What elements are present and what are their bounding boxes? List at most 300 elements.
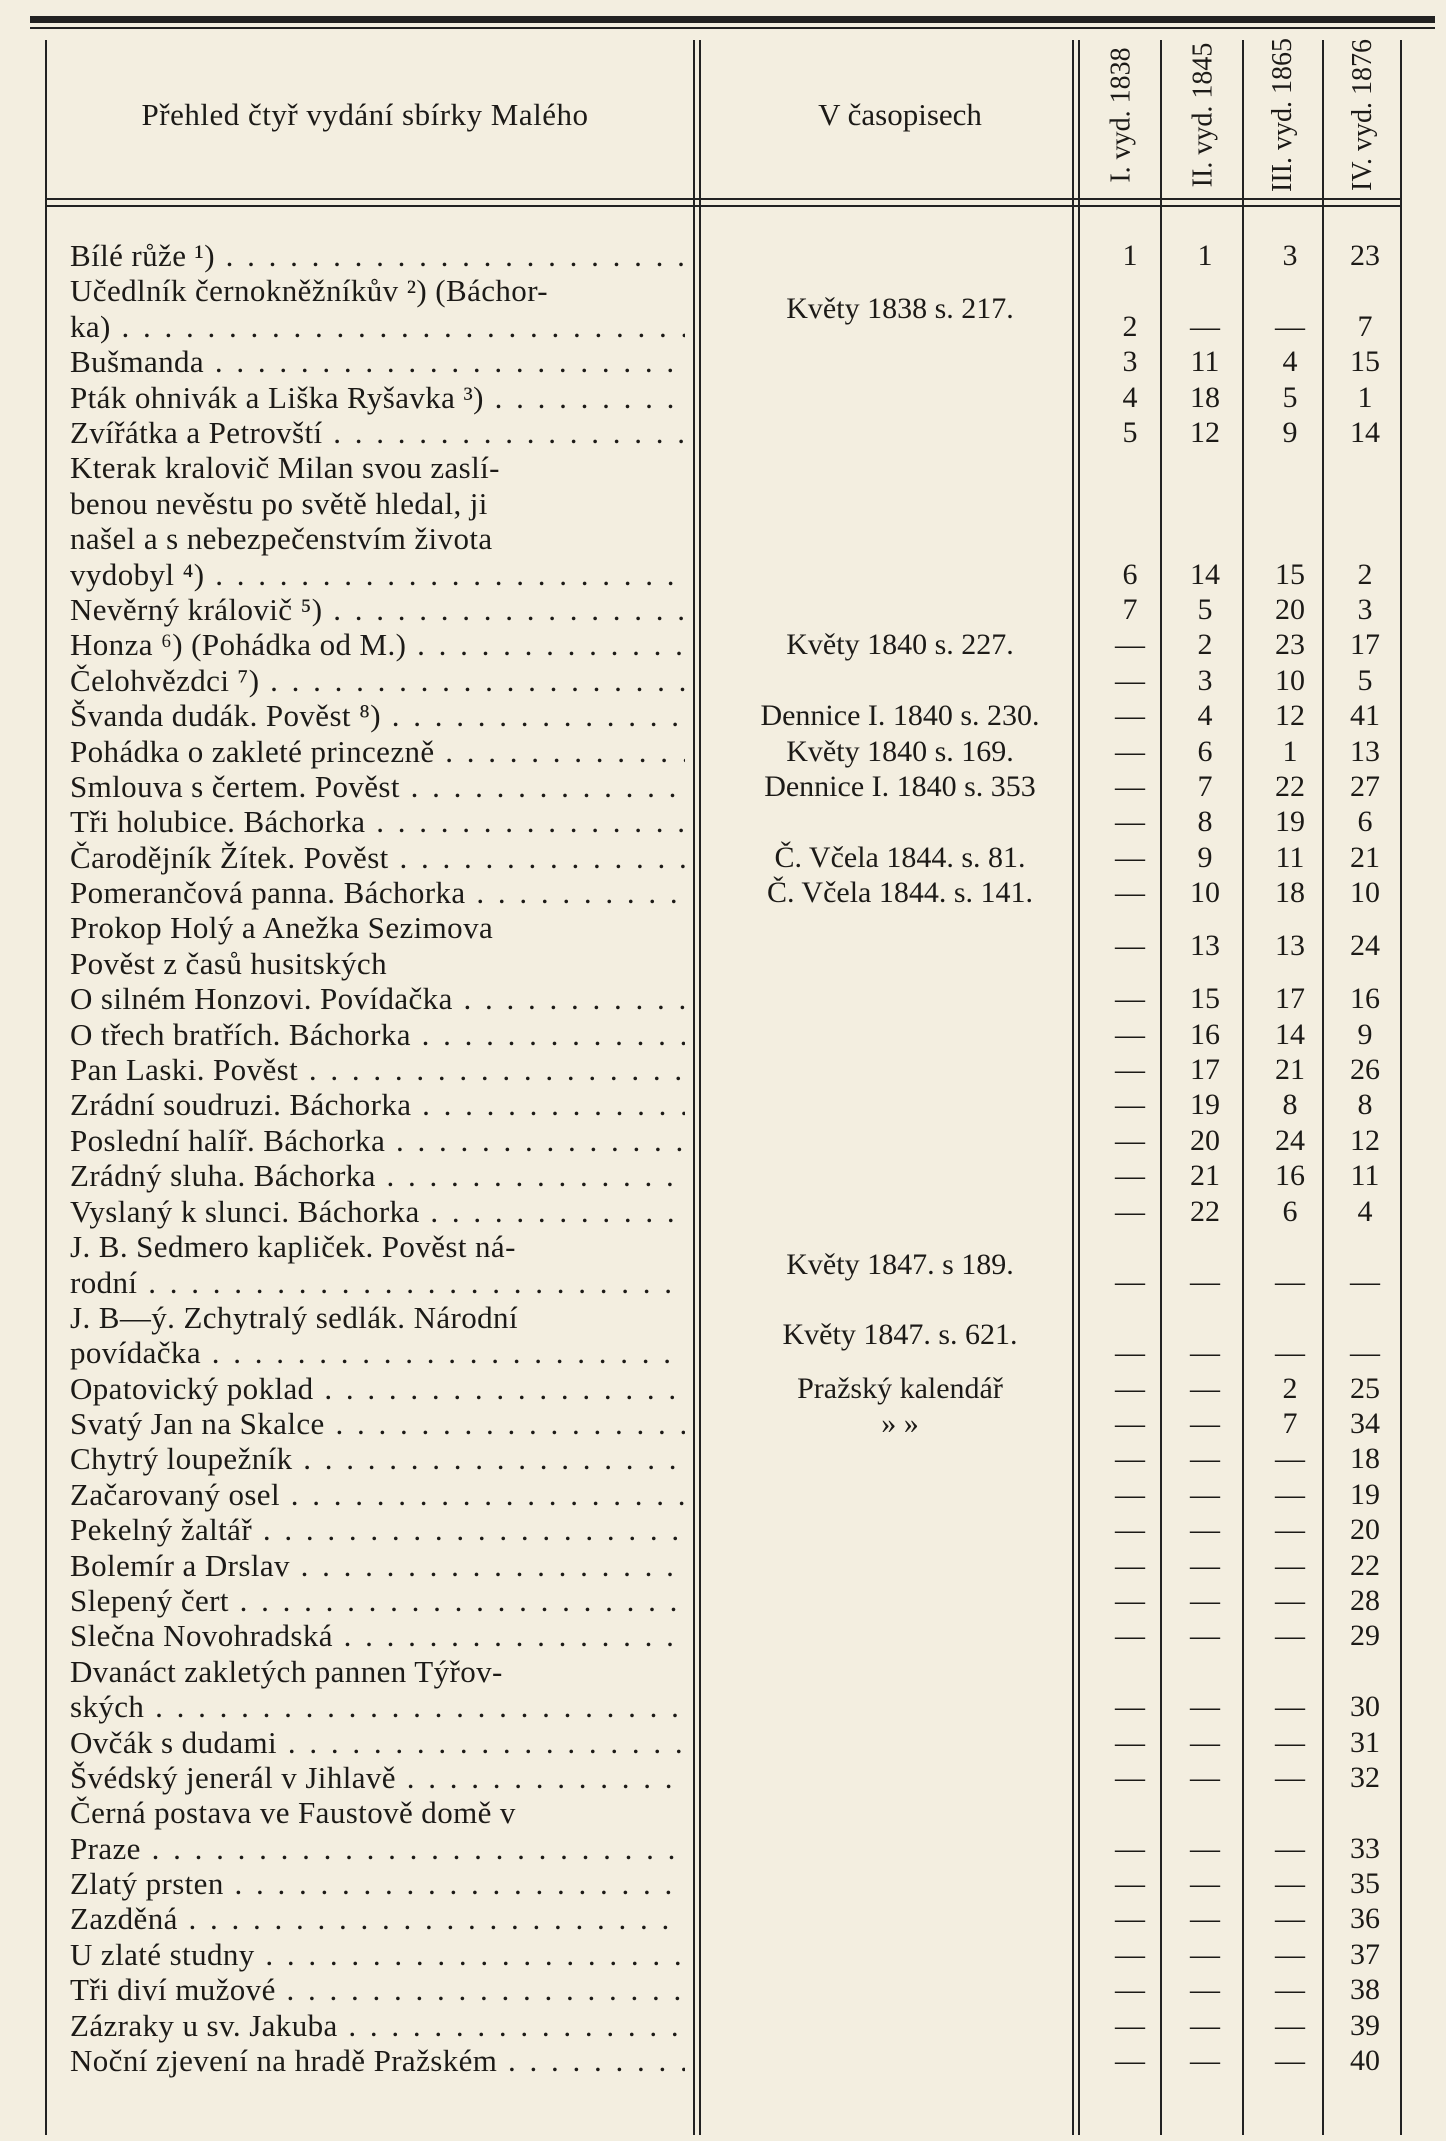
edition-1-value: — — [1115, 1053, 1145, 1087]
row-title-line: Prokop Holý a Anežka Sezimova — [70, 910, 494, 946]
row-title — [70, 663, 685, 699]
edition-1-value: 1 — [1122, 239, 1138, 272]
row-casopis: Květy 1840 s. 227. — [786, 628, 1014, 662]
row-title-line: Učedlník černokněžníkův ²) (Báchor- — [70, 273, 549, 309]
edition-3-value: — — [1275, 1336, 1305, 1370]
row-title — [70, 592, 685, 628]
edition-1-value: — — [1115, 1831, 1145, 1865]
edition-4-value: 26 — [1350, 1053, 1380, 1087]
header-edition-3: III. vyd. 1865 — [1267, 38, 1299, 192]
row-title-line: Svatý Jan na Skalce . . . — [70, 1406, 685, 1442]
row-title-line: Čarodějník Žítek. Pověst . . . — [70, 840, 685, 876]
row-title-line: O silném Honzovi. Povídačka . . . — [70, 981, 685, 1017]
top-rule-thin — [30, 27, 1435, 29]
edition-3-value: — — [1275, 1902, 1305, 1936]
table-row — [0, 1406, 1446, 1441]
row-title-line: Tři holubice. Báchorka . . . — [70, 804, 685, 840]
edition-3-value: — — [1275, 309, 1305, 343]
row-title-line: Opatovický poklad . . . — [70, 1371, 685, 1407]
edition-2-value: — — [1190, 1937, 1220, 1971]
row-casopis: Dennice I. 1840 s. 230. — [760, 699, 1040, 733]
row-title — [70, 1158, 685, 1194]
row-title — [70, 1548, 685, 1584]
edition-2-value: — — [1190, 1336, 1220, 1370]
edition-2-value: — — [1190, 1902, 1220, 1936]
row-title — [70, 1123, 685, 1159]
header-rule-1 — [45, 198, 1400, 200]
edition-1-value: — — [1115, 1159, 1145, 1193]
table-row — [0, 1087, 1446, 1122]
edition-3-value: 14 — [1275, 1017, 1305, 1051]
row-title-line: Pohádka o zakleté princezně . . . — [70, 734, 685, 770]
edition-3-value: — — [1275, 1548, 1305, 1582]
edition-4-value: 35 — [1350, 1867, 1380, 1901]
row-title-line: Zlatý prsten . . . — [70, 1866, 685, 1902]
edition-3-value: — — [1275, 1760, 1305, 1794]
edition-4-value: 28 — [1350, 1583, 1380, 1617]
edition-2-value: — — [1190, 1867, 1220, 1901]
row-title — [70, 698, 685, 734]
edition-2-value: — — [1190, 1477, 1220, 1511]
row-title-line: Černá postava ve Faustově domě v — [70, 1795, 516, 1831]
edition-1-value: — — [1115, 1548, 1145, 1582]
row-title-line: Slečna Novohradská . . . — [70, 1618, 685, 1654]
edition-4-value: 16 — [1350, 982, 1380, 1016]
row-title — [70, 804, 685, 840]
row-title — [70, 1618, 685, 1654]
edition-3-value: 2 — [1282, 1371, 1298, 1405]
table-row — [0, 1194, 1446, 1229]
table-row — [0, 875, 1446, 910]
row-title — [70, 1194, 685, 1230]
edition-3-value: 17 — [1275, 982, 1305, 1016]
edition-3-value: 5 — [1282, 380, 1298, 414]
edition-2-value: — — [1190, 1513, 1220, 1547]
edition-1-value: — — [1115, 699, 1145, 733]
edition-4-value: 24 — [1350, 929, 1380, 963]
row-title — [70, 1972, 685, 2008]
table-row — [0, 1972, 1446, 2007]
edition-4-value: 29 — [1350, 1619, 1380, 1653]
table-row — [0, 450, 1446, 592]
edition-1-value: 5 — [1122, 415, 1138, 449]
edition-3-value: — — [1275, 1583, 1305, 1617]
edition-1-value: 2 — [1122, 309, 1138, 343]
row-title — [70, 2008, 685, 2044]
edition-3-value: — — [1275, 1477, 1305, 1511]
edition-1-value: — — [1115, 663, 1145, 697]
table-row — [0, 734, 1446, 769]
edition-3-value: 21 — [1275, 1053, 1305, 1087]
header-title: Přehled čtyř vydání sbírky Malého — [141, 97, 589, 132]
table-row — [0, 1229, 1446, 1300]
edition-3-value: — — [1275, 1619, 1305, 1653]
row-title-line: Chytrý loupežník . . . — [70, 1441, 685, 1477]
edition-3-value: — — [1275, 1442, 1305, 1476]
table-row — [0, 1901, 1446, 1936]
table-row — [0, 1725, 1446, 1760]
row-title-line: Čelohvězdci ⁷) . . . — [70, 663, 685, 699]
table-row — [0, 1618, 1446, 1653]
row-title-line: Tři diví mužové . . . — [70, 1972, 685, 2008]
edition-2-value: — — [1190, 1548, 1220, 1582]
edition-1-value: — — [1115, 1937, 1145, 1971]
row-title-line: Zazděná . . . — [70, 1901, 685, 1937]
row-title — [70, 238, 685, 274]
edition-1-value: — — [1115, 1513, 1145, 1547]
row-title-line: Bílé růže ¹) . . . — [70, 238, 685, 274]
edition-3-value: — — [1275, 1725, 1305, 1759]
edition-1-value: — — [1115, 1583, 1145, 1617]
edition-4-value: 3 — [1357, 592, 1373, 626]
edition-4-value: — — [1350, 1336, 1380, 1370]
edition-4-value: 30 — [1350, 1690, 1380, 1724]
table-row — [0, 1158, 1446, 1193]
top-rule-thick — [30, 16, 1435, 23]
edition-1-value: — — [1115, 982, 1145, 1016]
edition-1-value: — — [1115, 1088, 1145, 1122]
edition-1-value: — — [1115, 1619, 1145, 1653]
row-title — [70, 875, 685, 911]
row-title — [70, 1725, 685, 1761]
row-title-line: O třech bratřích. Báchorka . . . — [70, 1017, 685, 1053]
edition-2-value: 9 — [1197, 840, 1213, 874]
edition-4-value: 8 — [1357, 1088, 1373, 1122]
row-title-line: vydobyl ⁴) . . . — [70, 557, 685, 593]
edition-3-value: 15 — [1275, 557, 1305, 591]
row-title — [70, 1300, 685, 1371]
row-title-line: J. B. Sedmero kapliček. Pověst ná- — [70, 1229, 516, 1264]
table-row — [0, 1477, 1446, 1512]
row-title — [70, 1229, 685, 1300]
edition-1-value: 4 — [1122, 380, 1138, 414]
edition-2-value: 11 — [1190, 345, 1220, 379]
row-title-line: Zrádní soudruzi. Báchorka . . . — [70, 1087, 685, 1123]
table-row — [0, 804, 1446, 839]
table-row — [0, 1760, 1446, 1795]
edition-1-value: — — [1115, 1265, 1145, 1299]
edition-1-value: — — [1115, 1725, 1145, 1759]
edition-1-value: — — [1115, 1690, 1145, 1724]
table-row — [0, 1123, 1446, 1158]
table-row — [0, 1937, 1446, 1972]
edition-2-value: — — [1190, 1760, 1220, 1794]
edition-4-value: 14 — [1350, 415, 1380, 449]
edition-4-value: 4 — [1357, 1194, 1373, 1228]
row-title — [70, 450, 685, 592]
table-row — [0, 344, 1446, 379]
row-casopis: Květy 1847. s 189. — [786, 1247, 1014, 1281]
row-casopis: Dennice I. 1840 s. 353 — [764, 769, 1036, 803]
row-title-line: Zázraky u sv. Jakuba . . . — [70, 2008, 685, 2044]
edition-2-value: 5 — [1197, 592, 1213, 626]
edition-4-value: 17 — [1350, 628, 1380, 662]
edition-2-value: 13 — [1190, 929, 1220, 963]
edition-2-value: 17 — [1190, 1053, 1220, 1087]
edition-4-value: 11 — [1350, 1159, 1380, 1193]
row-title-line: Švédský jenerál v Jihlavě . . . — [70, 1760, 685, 1796]
edition-1-value: — — [1115, 769, 1145, 803]
edition-2-value: — — [1190, 2044, 1220, 2078]
row-title-line: Švanda dudák. Pověst ⁸) . . . — [70, 698, 685, 734]
row-title — [70, 1406, 685, 1442]
edition-2-value: 1 — [1197, 239, 1213, 272]
edition-1-value: — — [1115, 929, 1145, 963]
edition-1-value: — — [1115, 1973, 1145, 2007]
table-row — [0, 1583, 1446, 1618]
row-title-line: Noční zjevení na hradě Pražském . . . — [70, 2043, 685, 2079]
row-title-line: Zvířátka a Petrovští . . . — [70, 415, 685, 451]
edition-2-value: — — [1190, 1265, 1220, 1299]
row-casopis: Pražský kalendář — [797, 1371, 1003, 1405]
row-title-line: Praze . . . — [70, 1831, 685, 1867]
edition-4-value: — — [1350, 1265, 1380, 1299]
edition-4-value: 7 — [1357, 309, 1373, 343]
table-row — [0, 273, 1446, 344]
row-title — [70, 1371, 685, 1407]
row-title — [70, 1087, 685, 1123]
edition-2-value: — — [1190, 1725, 1220, 1759]
table-row — [0, 1866, 1446, 1901]
row-title-line: rodní . . . — [70, 1265, 685, 1301]
row-title — [70, 1866, 685, 1902]
row-title-line: Kterak kralovič Milan svou zaslí- — [70, 450, 500, 486]
edition-2-value: 14 — [1190, 557, 1220, 591]
edition-3-value: 24 — [1275, 1123, 1305, 1157]
table-row — [0, 238, 1446, 273]
table-row — [0, 769, 1446, 804]
edition-2-value: 6 — [1197, 734, 1213, 768]
edition-1-value: 7 — [1122, 592, 1138, 626]
row-title — [70, 1441, 685, 1477]
row-title — [70, 769, 685, 805]
edition-2-value: 8 — [1197, 805, 1213, 839]
edition-1-value: — — [1115, 1477, 1145, 1511]
edition-3-value: 1 — [1282, 734, 1298, 768]
edition-4-value: 21 — [1350, 840, 1380, 874]
row-title — [70, 1760, 685, 1796]
edition-4-value: 41 — [1350, 699, 1380, 733]
row-title-line: Dvanáct zakletých pannen Týřov- — [70, 1653, 503, 1689]
edition-2-value: 2 — [1197, 628, 1213, 662]
edition-4-value: 25 — [1350, 1371, 1380, 1405]
edition-2-value: 10 — [1190, 876, 1220, 910]
table-row — [0, 415, 1446, 450]
row-title — [70, 1017, 685, 1053]
row-title — [70, 1052, 685, 1088]
table-row — [0, 1371, 1446, 1406]
row-title — [70, 1901, 685, 1937]
row-title-line: Pověst z časů husitských — [70, 945, 387, 981]
edition-4-value: 23 — [1350, 239, 1380, 272]
edition-1-value: — — [1115, 1902, 1145, 1936]
row-casopis: » » — [881, 1406, 919, 1440]
edition-1-value: — — [1115, 1406, 1145, 1440]
edition-4-value: 6 — [1357, 805, 1373, 839]
row-title — [70, 344, 685, 380]
edition-2-value: — — [1190, 1690, 1220, 1724]
edition-3-value: 6 — [1282, 1194, 1298, 1228]
edition-4-value: 39 — [1350, 2008, 1380, 2042]
header-rule-2 — [45, 205, 1400, 207]
edition-3-value: — — [1275, 2044, 1305, 2078]
edition-4-value: 9 — [1357, 1017, 1373, 1051]
row-title-line: Bolemír a Drslav . . . — [70, 1548, 685, 1584]
table-row — [0, 1512, 1446, 1547]
edition-1-value: — — [1115, 734, 1145, 768]
table-row — [0, 1548, 1446, 1583]
row-title — [70, 1654, 685, 1725]
edition-4-value: 27 — [1350, 769, 1380, 803]
header-casopisy: V časopisech — [818, 97, 982, 132]
edition-1-value: — — [1115, 1336, 1145, 1370]
edition-3-value: — — [1275, 1937, 1305, 1971]
edition-3-value: 4 — [1282, 345, 1298, 379]
edition-4-value: 20 — [1350, 1513, 1380, 1547]
table-row — [0, 1300, 1446, 1371]
row-title — [70, 840, 685, 876]
edition-1-value: — — [1115, 1371, 1145, 1405]
edition-1-value: — — [1115, 1867, 1145, 1901]
edition-1-value: 3 — [1122, 345, 1138, 379]
row-title-line: Začarovaný osel . . . — [70, 1477, 685, 1513]
table-row — [0, 627, 1446, 662]
row-title-line: Nevěrný královič ⁵) . . . — [70, 592, 685, 628]
edition-3-value: — — [1275, 1973, 1305, 2007]
edition-1-value: — — [1115, 1194, 1145, 1228]
table-row — [0, 1795, 1446, 1866]
row-title — [70, 981, 685, 1017]
row-title-line: Pekelný žaltář . . . — [70, 1512, 685, 1548]
row-title-line: našel a s nebezpečenstvím života — [70, 521, 493, 557]
edition-1-value: — — [1115, 1442, 1145, 1476]
edition-3-value: 18 — [1275, 876, 1305, 910]
row-title-line: Poslední halíř. Báchorka . . . — [70, 1123, 685, 1159]
edition-4-value: 1 — [1357, 380, 1373, 414]
edition-4-value: 2 — [1357, 557, 1373, 591]
row-title — [70, 627, 685, 663]
edition-2-value: — — [1190, 309, 1220, 343]
edition-1-value: — — [1115, 805, 1145, 839]
row-title — [70, 380, 685, 416]
edition-4-value: 34 — [1350, 1406, 1380, 1440]
row-title — [70, 910, 685, 981]
edition-3-value: 3 — [1282, 239, 1298, 272]
edition-2-value: 16 — [1190, 1017, 1220, 1051]
edition-3-value: — — [1275, 1690, 1305, 1724]
edition-2-value: — — [1190, 1831, 1220, 1865]
edition-4-value: 18 — [1350, 1442, 1380, 1476]
edition-4-value: 10 — [1350, 876, 1380, 910]
edition-4-value: 5 — [1357, 663, 1373, 697]
edition-2-value: 22 — [1190, 1194, 1220, 1228]
edition-3-value: 8 — [1282, 1088, 1298, 1122]
edition-2-value: — — [1190, 1371, 1220, 1405]
edition-4-value: 31 — [1350, 1725, 1380, 1759]
row-title — [70, 1583, 685, 1619]
edition-3-value: — — [1275, 1831, 1305, 1865]
row-title-line: ských . . . — [70, 1689, 685, 1725]
row-title-line: Pomerančová panna. Báchorka . . . — [70, 875, 685, 911]
row-title — [70, 273, 685, 344]
edition-4-value: 32 — [1350, 1760, 1380, 1794]
edition-1-value: — — [1115, 1760, 1145, 1794]
edition-4-value: 19 — [1350, 1477, 1380, 1511]
row-title-line: povídačka . . . — [70, 1335, 685, 1371]
edition-2-value: 3 — [1197, 663, 1213, 697]
edition-2-value: 20 — [1190, 1123, 1220, 1157]
edition-2-value: — — [1190, 2008, 1220, 2042]
edition-2-value: 21 — [1190, 1159, 1220, 1193]
row-title — [70, 1512, 685, 1548]
edition-3-value: 12 — [1275, 699, 1305, 733]
edition-3-value: 7 — [1282, 1406, 1298, 1440]
row-title — [70, 1795, 685, 1866]
table-row — [0, 592, 1446, 627]
edition-1-value: — — [1115, 628, 1145, 662]
edition-2-value: — — [1190, 1583, 1220, 1617]
edition-2-value: 15 — [1190, 982, 1220, 1016]
table-row — [0, 2043, 1446, 2078]
edition-1-value: — — [1115, 1017, 1145, 1051]
table-row — [0, 2008, 1446, 2043]
edition-2-value: 19 — [1190, 1088, 1220, 1122]
edition-4-value: 40 — [1350, 2044, 1380, 2078]
edition-4-value: 37 — [1350, 1937, 1380, 1971]
table-row — [0, 698, 1446, 733]
row-title-line: J. B—ý. Zchytralý sedlák. Národní — [70, 1299, 518, 1335]
row-title-line: U zlaté studny . . . — [70, 1937, 685, 1973]
edition-4-value: 13 — [1350, 734, 1380, 768]
row-title — [70, 415, 685, 451]
table-row — [0, 1441, 1446, 1476]
edition-2-value: 18 — [1190, 380, 1220, 414]
edition-1-value: 6 — [1122, 557, 1138, 591]
edition-3-value: — — [1275, 1513, 1305, 1547]
row-title-line: Ovčák s dudami . . . — [70, 1725, 685, 1761]
edition-2-value: — — [1190, 1406, 1220, 1440]
row-title-line: Bušmanda . . . — [70, 344, 685, 380]
table-row — [0, 981, 1446, 1016]
table-row — [0, 380, 1446, 415]
table-row — [0, 1017, 1446, 1052]
edition-4-value: 36 — [1350, 1902, 1380, 1936]
row-casopis: Květy 1847. s. 621. — [782, 1318, 1018, 1352]
edition-2-value: — — [1190, 1973, 1220, 2007]
header-edition-4: IV. vyd. 1876 — [1347, 39, 1378, 191]
header-edition-1: I. vyd. 1838 — [1106, 47, 1138, 183]
table-row — [0, 910, 1446, 981]
edition-3-value: 20 — [1275, 592, 1305, 626]
edition-3-value: 22 — [1275, 769, 1305, 803]
row-title-line: Pták ohnivák a Liška Ryšavka ³) . . . — [70, 380, 685, 416]
row-casopis: Č. Včela 1844. s. 81. — [774, 840, 1026, 874]
edition-3-value: 16 — [1275, 1159, 1305, 1193]
row-title-line: Slepený čert . . . — [70, 1583, 685, 1619]
edition-2-value: — — [1190, 1619, 1220, 1653]
edition-4-value: 15 — [1350, 345, 1380, 379]
edition-3-value: — — [1275, 1265, 1305, 1299]
edition-3-value: 19 — [1275, 805, 1305, 839]
edition-2-value: 7 — [1197, 769, 1213, 803]
edition-1-value: — — [1115, 2008, 1145, 2042]
edition-1-value: — — [1115, 840, 1145, 874]
row-title — [70, 734, 685, 770]
edition-4-value: 22 — [1350, 1548, 1380, 1582]
edition-1-value: — — [1115, 2044, 1145, 2078]
edition-4-value: 33 — [1350, 1831, 1380, 1865]
table-row — [0, 1654, 1446, 1725]
